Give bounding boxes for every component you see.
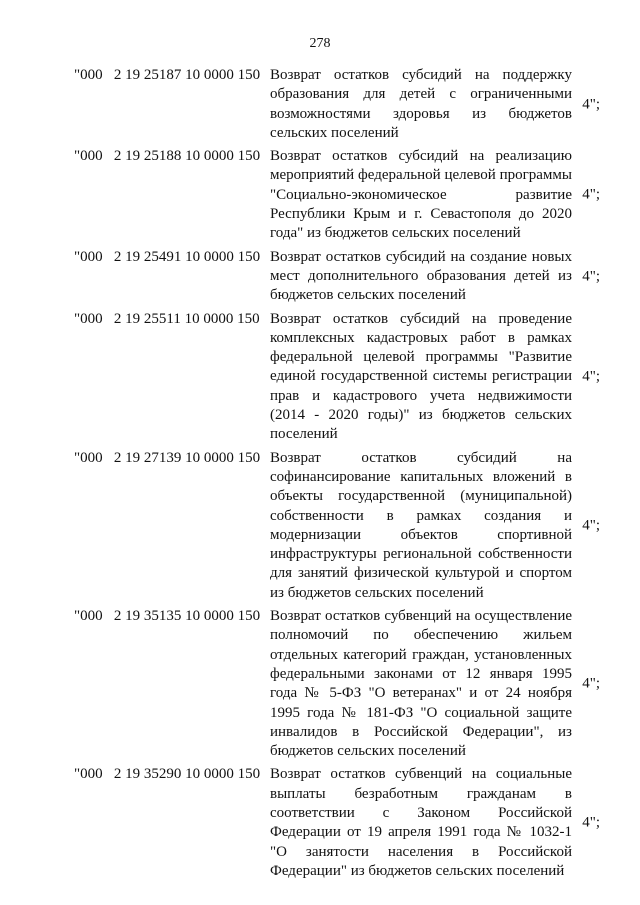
list-item xyxy=(74,147,610,243)
code-description: Возврат остатков субвенций на социальные выплаты безработным гражданам в соответствии с Законом Российской Федерации от 19 апреля 1991 года № 1032-1 "О занятости населения в Российской Федерации" из бюджетов сельских поселений xyxy=(270,766,572,879)
entry-suffix: 4"; xyxy=(582,675,600,692)
entry-suffix: 4"; xyxy=(582,96,600,113)
entry-suffix: 4"; xyxy=(582,368,600,385)
entry-suffix: 4"; xyxy=(582,186,600,203)
code-description: Возврат остатков субсидий на реализацию мероприятий федеральной целевой программы "Социально-экономическое развитие Республики Крым и г. Севастополя до 2020 года" из бюджетов сельских поселений xyxy=(270,148,572,242)
list-item xyxy=(74,765,610,881)
budget-code: "000 2 19 35290 10 0000 150 xyxy=(74,766,261,783)
entry-suffix: 4"; xyxy=(582,814,600,831)
entry-suffix: 4"; xyxy=(582,517,600,534)
budget-code: "000 2 19 27139 10 0000 150 xyxy=(74,449,261,466)
list-item xyxy=(74,449,610,603)
budget-code: "000 2 19 25188 10 0000 150 xyxy=(74,148,261,165)
code-description: Возврат остатков субсидий на создание новых мест дополнительного образования детей из бюджетов сельских поселений xyxy=(270,248,572,304)
budget-code: "000 2 19 25187 10 0000 150 xyxy=(74,67,261,83)
page-number: 278 xyxy=(309,36,331,51)
code-description: Возврат остатков субсидий на поддержку образования для детей с ограниченными возможностями здоровья из бюджетов сельских поселений xyxy=(270,67,572,141)
entry-suffix: 4"; xyxy=(582,268,600,285)
budget-code: "000 2 19 25491 10 0000 150 xyxy=(74,248,261,265)
budget-code-list xyxy=(74,66,610,885)
list-item xyxy=(74,248,610,306)
budget-code: "000 2 19 25511 10 0000 150 xyxy=(74,310,260,327)
list-item xyxy=(74,310,610,445)
code-description: Возврат остатков субсидий на проведение комплексных кадастровых работ в рамках федеральной целевой программы "Развитие единой государственной системы регистрации прав и кадастрового учета недвижимости (2014 - 2020 годы)" из бюджетов сельских поселений xyxy=(270,310,572,443)
budget-code: "000 2 19 35135 10 0000 150 xyxy=(74,608,261,625)
code-description: Возврат остатков субсидий на софинансирование капитальных вложений в объекты государственной (муниципальной) собственности в рамках создания и модернизации объектов спортивной инфраструктуры региональной собственности для занятий физической культурой и спортом из бюджетов сельских поселений xyxy=(270,449,572,601)
code-description: Возврат остатков субвенций на осуществление полномочий по обеспечению жильем отдельных категорий граждан, установленных федеральными законами от 12 января 1995 года № 5-ФЗ "О ветеранах" и от 24 ноября 1995 года № 181-ФЗ "О социальной защите инвалидов в Российской Федерации", из бюджетов сельских поселений xyxy=(270,608,572,760)
list-item xyxy=(74,607,610,761)
list-item xyxy=(74,66,610,143)
